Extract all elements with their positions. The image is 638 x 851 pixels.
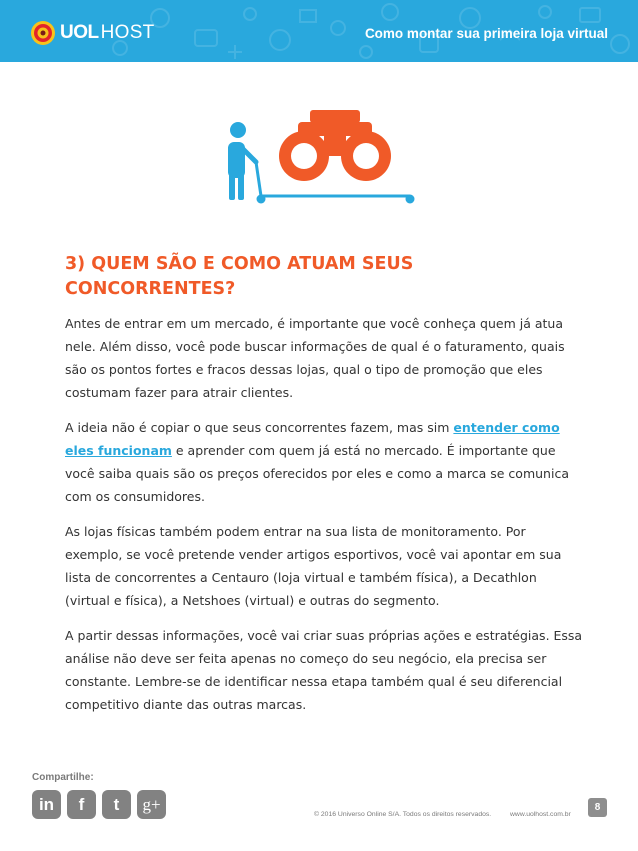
page-number: 8	[588, 798, 607, 817]
section-body	[65, 312, 585, 728]
section-heading-line2: CONCORRENTES?	[65, 279, 236, 299]
header-banner	[0, 0, 638, 62]
entender-como-eles-funcionam-link[interactable]: entender como eles funcionam	[65, 420, 560, 458]
section-heading-line1: 3) QUEM SÃO E COMO ATUAM SEUS	[65, 254, 414, 274]
paragraph-2-before: A ideia não é copiar o que seus concorrentes fazem, mas sim	[65, 420, 454, 435]
document-title: Como montar sua primeira loja virtual	[364, 26, 608, 41]
footer-url-link[interactable]: www.uolhost.com.br	[510, 811, 571, 818]
logo-host-text: HOST	[100, 22, 155, 43]
paragraph-3: As lojas físicas também podem entrar na sua lista de monitoramento. Por exemplo, se você pretende vender artigos esportivos, você vai apontar em sua lista de concorrentes a Centauro (loja virtual e também física), a Decathlon (virtual e física), a Netshoes (virtual) e outras do segmento.	[65, 524, 562, 608]
uol-logo-icon	[30, 20, 56, 46]
paragraph-1: Antes de entrar em um mercado, é importante que você conheça quem já atua nele. Além disso, você pode buscar informações de qual é o faturamento, quais são os pontos fortes e fracos dessas lojas, qual o tipo de promoção que eles costumam fazer para atrair clientes.	[65, 316, 565, 400]
footer-copyright: © 2016 Universo Online S/A. Todos os direitos reservados.	[314, 811, 492, 818]
google-plus-icon[interactable]: g+	[137, 790, 166, 819]
paragraph-4: A partir dessas informações, você vai criar suas próprias ações e estratégias. Essa análise não deve ser feita apenas no começo do seu negócio, ela precisa ser constante. Lembre-se de identificar nessa etapa também qual é seu diferencial competitivo diante das outras marcas.	[65, 628, 583, 712]
facebook-icon[interactable]: f	[67, 790, 96, 819]
linkedin-icon[interactable]: in	[32, 790, 61, 819]
shopper-with-binoculars-icon	[212, 108, 428, 206]
paragraph-2-after: e aprender com quem já está no mercado. É importante que você saiba quais são os preços oferecidos por eles e como a marca se comunica com os consumidores.	[65, 443, 569, 504]
twitter-icon[interactable]: t	[102, 790, 131, 819]
share-icons	[32, 790, 166, 819]
paragraph-2	[65, 416, 585, 508]
section-heading	[65, 252, 585, 302]
logo-uol-text: UOL	[60, 22, 99, 43]
share-label: Compartilhe:	[32, 772, 94, 783]
uolhost-logo	[30, 20, 155, 46]
